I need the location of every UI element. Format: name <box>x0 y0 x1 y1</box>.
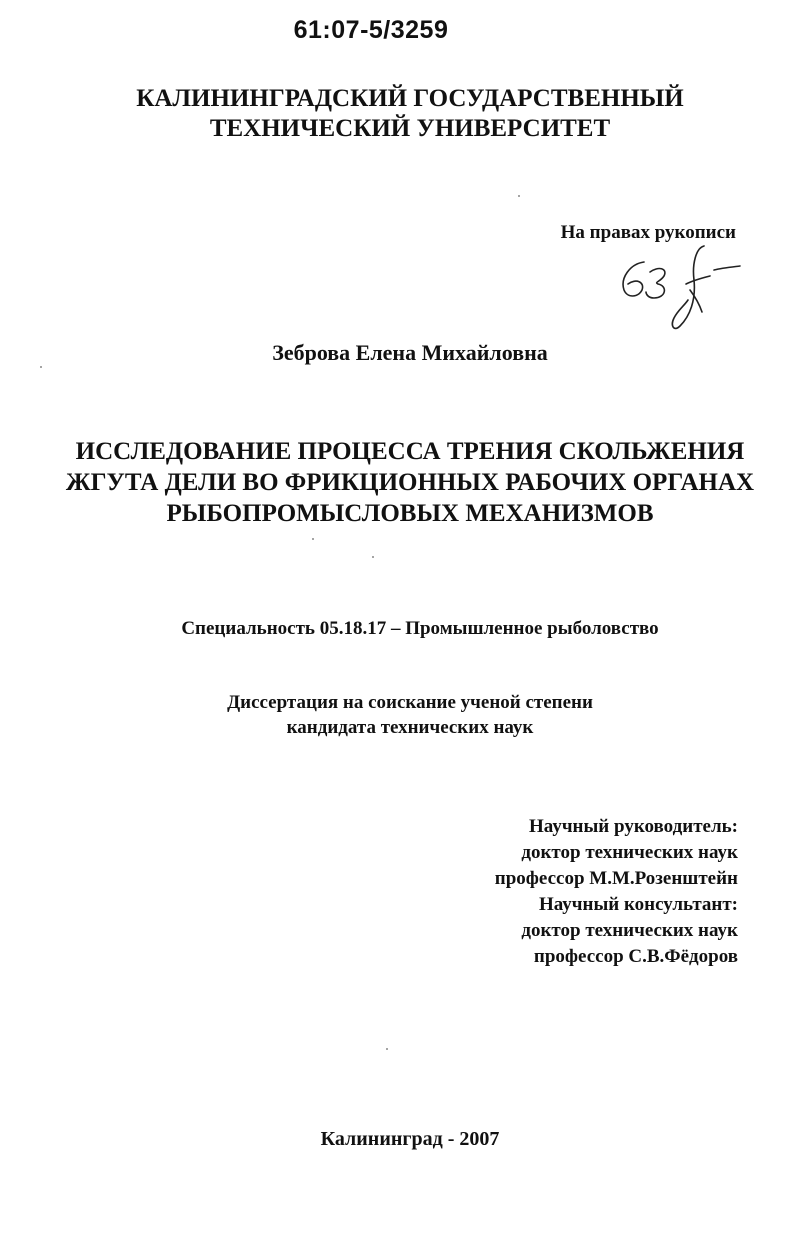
author-name: Зеброва Елена Михайловна <box>272 340 548 365</box>
consultant-name: профессор С.В.Фёдоров <box>533 946 738 967</box>
catalog-number: 61:07-5/3259 <box>293 16 449 44</box>
thesis-title-line-3: РЫБОПРОМЫСЛОВЫХ МЕХАНИЗМОВ <box>166 500 654 527</box>
university-name <box>40 84 780 144</box>
scan-speck <box>386 1048 388 1050</box>
supervisors-block <box>495 814 738 970</box>
thesis-title-line-2: ЖГУТА ДЕЛИ ВО ФРИКЦИОННЫХ РАБОЧИХ ОРГАНАХ <box>65 469 755 496</box>
scan-speck <box>372 556 374 558</box>
thesis-title <box>40 436 780 529</box>
university-line-2: ТЕХНИЧЕСКИЙ УНИВЕРСИТЕТ <box>209 115 611 142</box>
manuscript-note: На правах рукописи <box>560 222 736 243</box>
supervisor-name: профессор М.М.Розенштейн <box>494 868 738 889</box>
handwritten-signature <box>600 240 750 340</box>
supervisor-degree: доктор технических наук <box>521 842 738 863</box>
scan-speck <box>518 195 520 197</box>
scan-speck <box>312 538 314 540</box>
thesis-title-line-1: ИССЛЕДОВАНИЕ ПРОЦЕССА ТРЕНИЯ СКОЛЬЖЕНИЯ <box>75 438 745 465</box>
supervisor-label: Научный руководитель: <box>529 816 738 837</box>
city-year: Калининград - 2007 <box>320 1128 500 1150</box>
consultant-degree: доктор технических наук <box>521 920 738 941</box>
consultant-label: Научный консультант: <box>538 894 738 915</box>
university-line-1: КАЛИНИНГРАДСКИЙ ГОСУДАРСТВЕННЫЙ <box>136 85 684 112</box>
degree-statement <box>60 690 760 740</box>
degree-line-1: Диссертация на соискание ученой степени <box>227 692 593 713</box>
scan-speck <box>40 366 42 368</box>
specialty: Специальность 05.18.17 – Промышленное рыболовство <box>181 618 659 639</box>
degree-line-2: кандидата технических наук <box>286 717 534 738</box>
